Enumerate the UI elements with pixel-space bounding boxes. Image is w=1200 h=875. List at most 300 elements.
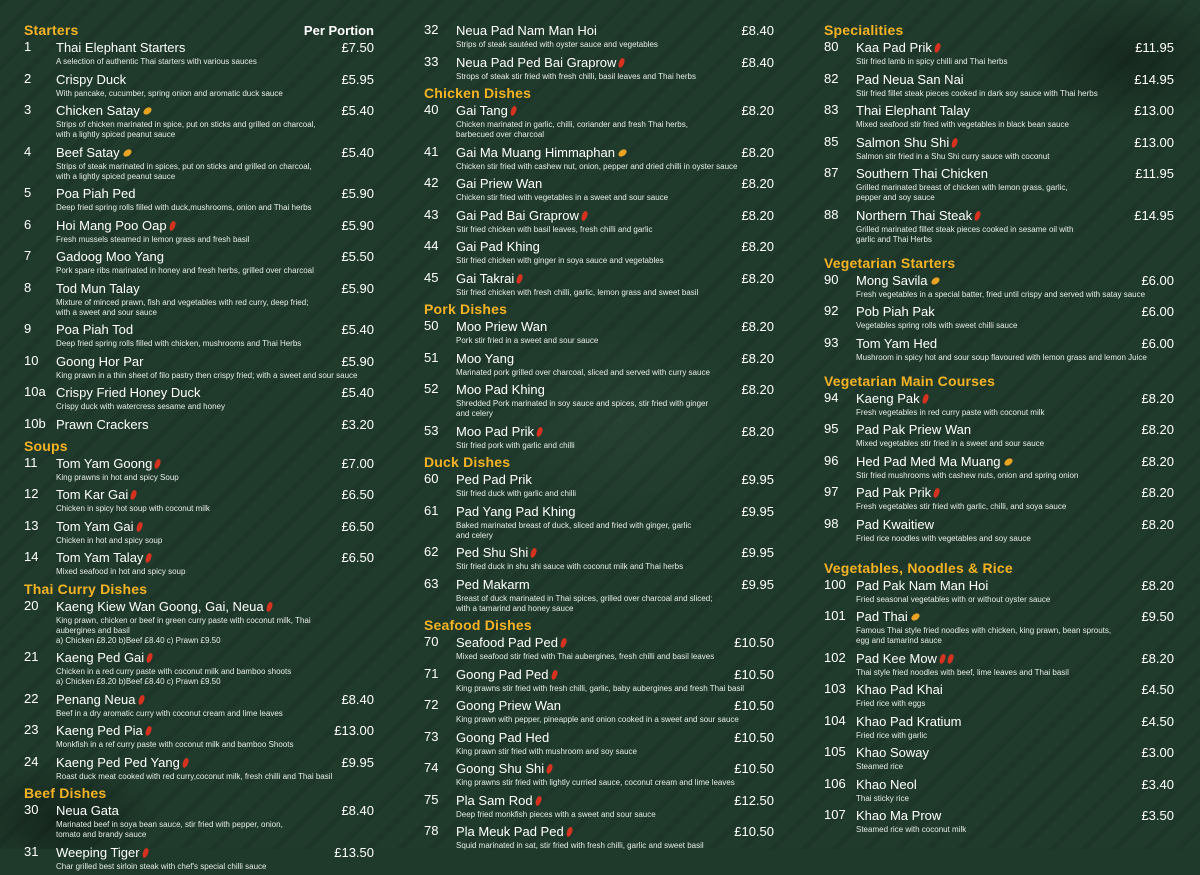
section-title: Specialities	[824, 22, 904, 38]
description-line: Baked marinated breast of duck, sliced and fried with ginger, garlic	[456, 520, 692, 530]
section-title: Seafood Dishes	[424, 617, 532, 633]
item-name: Tom Yam Goong	[56, 455, 153, 471]
item-name-row	[856, 776, 1174, 794]
item-name: Moo Priew Wan	[456, 319, 548, 334]
description-line: Strips of chicken marinated in spice, put on sticks and grilled on charcoal,	[56, 120, 316, 129]
item-name: Kaeng Ped Pia	[56, 723, 143, 738]
chili-icon	[535, 426, 543, 437]
section-header	[824, 373, 1174, 390]
item-number: 10	[24, 352, 39, 368]
item-number: 96	[824, 452, 839, 468]
item-name-row	[856, 421, 1174, 439]
item-number: 53	[424, 422, 439, 438]
menu-item	[24, 185, 374, 213]
item-description	[856, 225, 1174, 245]
chili-icon	[154, 458, 162, 469]
item-number: 3	[24, 102, 32, 117]
item-name: Crispy Fried Honey Duck	[56, 385, 201, 400]
item-name: Goong Hor Par	[56, 353, 144, 369]
item-name: Tom Yam Talay	[56, 550, 144, 565]
description-line: with a lightly spiced peanut sauce	[56, 130, 176, 139]
description-line: Fresh mussels steamed in lemon grass and fresh basil	[56, 234, 250, 244]
item-description	[456, 841, 774, 851]
item-name-row	[56, 598, 374, 616]
section-header	[424, 617, 774, 634]
description-line: King prawn with pepper, pineapple and onion cooked in a sweet and sour sauce	[456, 715, 739, 724]
menu-item	[24, 754, 374, 782]
description-line: a) Chicken £8.20 b)Beef £8.40 c) Prawn £9.50	[56, 635, 221, 645]
item-price: £14.95	[1134, 71, 1174, 87]
chili-icon	[974, 210, 982, 221]
item-name: Gai Priew Wan	[456, 176, 543, 191]
item-number: 97	[824, 484, 839, 499]
item-description	[856, 731, 1174, 741]
item-title	[56, 321, 133, 339]
item-name-row	[456, 544, 774, 562]
item-name-row	[856, 484, 1174, 502]
item-number: 52	[424, 381, 439, 396]
item-name: Seafood Pad Ped	[456, 635, 558, 650]
section-title: Soups	[24, 437, 68, 454]
item-description	[56, 820, 374, 840]
item-description	[456, 778, 774, 788]
item-name: Goong Shu Shi	[456, 761, 545, 776]
item-name: Gai Ma Muang Himmaphan	[456, 144, 615, 160]
item-title	[56, 754, 188, 772]
item-name-row	[56, 144, 374, 162]
menu-item	[24, 144, 374, 182]
description-line: Fried rice noodles with vegetables and soy sauce	[856, 533, 1031, 543]
item-name: Goong Pad Hed	[456, 729, 550, 745]
item-name: Pad Neua San Nai	[856, 71, 964, 87]
item-number: 45	[424, 269, 439, 285]
item-title	[456, 102, 516, 120]
item-price: £4.50	[1141, 682, 1174, 697]
menu-item	[424, 381, 774, 419]
section-header	[24, 785, 374, 802]
item-description	[56, 402, 374, 412]
description-line: King prawn in a thin sheet of filo pastry then crispy fried; with a sweet and sour sauce	[56, 370, 358, 380]
item-name-row	[56, 217, 374, 235]
menu-item	[424, 697, 774, 725]
menu-section	[824, 22, 1174, 245]
item-title	[456, 760, 552, 778]
chili-icon	[580, 210, 588, 221]
item-title	[56, 486, 136, 504]
item-name-row	[56, 691, 374, 709]
item-title	[456, 54, 624, 72]
item-number: 42	[424, 175, 439, 190]
item-name: Khao Pad Khai	[856, 682, 943, 697]
chili-icon	[534, 795, 542, 806]
item-name: Pad Kee Mow	[856, 650, 937, 666]
menu-section	[24, 785, 374, 872]
menu-section	[24, 438, 374, 578]
menu-item	[24, 217, 374, 245]
item-title	[856, 71, 964, 89]
item-name: Thai Elephant Starters	[56, 40, 186, 55]
menu-item	[424, 238, 774, 266]
description-line: barbecued over charcoal	[456, 130, 545, 139]
item-title	[456, 144, 627, 162]
menu-item	[24, 486, 374, 514]
item-name: Gai Takrai	[456, 270, 515, 286]
item-title	[56, 844, 148, 862]
item-description	[456, 256, 774, 266]
item-name: Moo Yang	[456, 350, 515, 366]
item-name-row	[56, 844, 374, 862]
menu-item	[424, 823, 774, 851]
item-name: Pad Yang Pad Khing	[456, 503, 576, 519]
chili-icon	[921, 393, 929, 404]
description-line: Stir fried mushrooms with cashew nuts, onion and spring onion	[856, 470, 1079, 480]
item-number: 8	[24, 279, 32, 295]
item-name: Kaeng Pak	[856, 390, 920, 406]
description-line: Fried seasonal vegetables with or without oyster sauce	[856, 594, 1051, 604]
chili-icon	[137, 694, 145, 705]
menu-section	[424, 22, 774, 82]
item-name-row	[56, 802, 374, 820]
item-name: Ped Pad Prik	[456, 472, 532, 487]
menu-item	[424, 175, 774, 203]
menu-item	[824, 776, 1174, 804]
item-price: £5.40	[341, 385, 374, 400]
item-number: 6	[24, 216, 32, 232]
menu-section	[424, 454, 774, 614]
description-line: King prawns stir fried with lightly curried sauce, coconut cream and lime leaves	[456, 778, 735, 787]
menu-item	[424, 760, 774, 788]
item-name: Tom Yam Hed	[856, 335, 938, 351]
item-price: £8.20	[1141, 390, 1174, 406]
item-name-row	[56, 248, 374, 266]
item-price: £11.95	[1135, 166, 1174, 181]
menu-column-2	[424, 22, 774, 855]
item-name-row	[456, 792, 774, 810]
item-name: Weeping Tiger	[56, 844, 140, 860]
item-description	[56, 772, 374, 782]
item-name: Kaeng Kiew Wan Goong, Gai, Neua	[56, 598, 264, 614]
item-name-row	[856, 807, 1174, 825]
item-name: Gai Pad Bai Graprow	[456, 207, 579, 223]
item-name: Ped Shu Shi	[456, 545, 529, 560]
item-title	[56, 722, 151, 740]
description-line: Thai style fried noodles with beef, lime leaves and Thai basil	[856, 667, 1069, 677]
menu-item	[824, 71, 1174, 99]
description-line: Grilled marinated fillet steak pieces cooked in sesame oil with	[856, 224, 1074, 234]
item-number: 74	[424, 760, 439, 775]
menu-section	[424, 301, 774, 451]
menu-item	[24, 518, 374, 546]
item-description	[456, 521, 774, 541]
item-name-row	[56, 754, 374, 772]
description-line: with a tamarind and honey sauce	[456, 603, 574, 613]
item-name: Thai Elephant Talay	[856, 103, 970, 118]
item-number: 82	[824, 70, 839, 86]
item-title	[56, 144, 132, 162]
description-line: aubergines and basil	[56, 625, 130, 635]
section-title: Thai Curry Dishes	[24, 580, 148, 597]
item-title	[856, 102, 970, 120]
item-price: £9.50	[1141, 609, 1174, 624]
menu-item	[824, 102, 1174, 130]
item-name: Khao Pad Kratium	[856, 713, 962, 729]
item-name-row	[856, 165, 1174, 183]
item-name-row	[856, 390, 1174, 408]
item-title	[456, 207, 587, 225]
item-title	[456, 175, 542, 193]
item-description	[56, 567, 374, 577]
menu-item	[24, 598, 374, 646]
item-number: 41	[424, 143, 439, 159]
menu-item	[824, 272, 1174, 300]
menu-item	[424, 270, 774, 298]
item-number: 106	[824, 775, 846, 791]
description-line: Steamed rice	[856, 762, 904, 771]
item-price: £8.20	[1141, 516, 1174, 532]
item-name: Kaeng Ped Ped Yang	[56, 754, 180, 770]
item-description	[456, 162, 774, 172]
peanut-icon	[142, 106, 153, 116]
item-name: Ped Makarm	[456, 576, 530, 592]
item-number: 44	[424, 238, 439, 253]
item-name-row	[456, 350, 774, 368]
item-description	[56, 266, 374, 276]
chili-icon	[546, 763, 554, 774]
item-title	[856, 421, 971, 439]
item-name: Neua Gata	[56, 803, 119, 818]
item-name-row	[456, 22, 774, 40]
item-description	[56, 162, 374, 182]
item-price: £5.40	[341, 144, 374, 160]
item-number: 98	[824, 515, 839, 531]
section-header	[424, 454, 774, 471]
description-line: Char grilled best sirloin steak with chef's special chilli sauce	[56, 861, 267, 871]
item-number: 101	[824, 608, 846, 623]
peanut-icon	[122, 147, 133, 157]
description-line: Stir fried duck with garlic and chilli	[456, 489, 577, 498]
item-description	[56, 120, 374, 140]
menu-item	[424, 318, 774, 346]
item-name: Kaa Pad Prik	[856, 40, 932, 55]
item-number: 30	[24, 802, 39, 817]
description-line: Roast duck meat cooked with red curry,coconut milk, fresh chilli and Thai basil	[56, 771, 333, 781]
description-line: Shredded Pork marinated in soy sauce and spices, stir fried with ginger	[456, 399, 709, 408]
item-name-row	[456, 270, 774, 288]
item-price: £14.95	[1134, 207, 1174, 223]
item-number: 75	[424, 791, 439, 807]
menu-item	[824, 650, 1174, 678]
menu-item	[24, 71, 374, 99]
item-name-row	[56, 384, 374, 402]
item-title	[456, 729, 549, 747]
item-title	[56, 455, 160, 473]
item-name: Neua Pad Nam Man Hoi	[456, 23, 597, 38]
menu-item	[24, 691, 374, 719]
item-description	[856, 502, 1174, 512]
item-title	[856, 650, 953, 668]
item-title	[856, 39, 940, 57]
item-name-row	[856, 335, 1174, 353]
description-line: With pancake, cucumber, spring onion and aromatic duck sauce	[56, 88, 283, 98]
item-number: 92	[824, 303, 839, 318]
menu-item	[24, 39, 374, 67]
item-price: £6.50	[341, 518, 374, 534]
item-name: Southern Thai Chicken	[856, 166, 989, 181]
item-name-row	[456, 318, 774, 336]
menu-section	[824, 373, 1174, 544]
item-name-row	[456, 666, 774, 684]
item-name: Mong Savila	[856, 272, 928, 288]
item-title	[856, 713, 962, 731]
item-number: 85	[824, 133, 839, 149]
item-description	[456, 336, 774, 346]
item-number: 83	[824, 102, 839, 117]
menu-section	[824, 255, 1174, 363]
item-description	[856, 699, 1174, 709]
description-line: Fresh vegetables stir fried with garlic, chilli, and soya sauce	[856, 502, 1067, 511]
item-description	[56, 504, 374, 514]
peanut-icon	[930, 275, 941, 285]
menu-item	[24, 722, 374, 750]
item-price: £3.00	[1141, 745, 1174, 760]
item-name: Penang Neua	[56, 691, 136, 707]
item-name-row	[856, 608, 1174, 626]
description-line: Fresh vegetables in a special batter, fried until crispy and served with satay sauce	[856, 289, 1146, 299]
item-name: Khao Neol	[856, 776, 917, 792]
item-number: 87	[824, 165, 839, 180]
menu-item	[824, 744, 1174, 772]
item-name: Goong Priew Wan	[456, 698, 562, 713]
item-description	[56, 235, 374, 245]
chili-icon	[145, 552, 153, 563]
description-line: King prawns in hot and spicy Soup	[56, 472, 179, 482]
chili-icon	[168, 220, 176, 231]
item-title	[456, 318, 547, 336]
chili-icon	[559, 637, 567, 648]
item-name: Goong Pad Ped	[456, 666, 549, 682]
item-number: 103	[824, 681, 846, 696]
description-line: Mixed vegetables stir fried in a sweet and sour sauce	[856, 439, 1045, 448]
menu-item	[424, 423, 774, 451]
description-line: Deep fried spring rolls filled with chicken, mushrooms and Thai Herbs	[56, 339, 302, 348]
item-name: Salmon Shu Shi	[856, 134, 950, 150]
description-line: Mixed seafood stir fried with vegetables in black bean sauce	[856, 120, 1070, 129]
item-price: £10.50	[734, 761, 774, 776]
description-line: Thai sticky rice	[856, 793, 909, 803]
item-name: Moo Pad Khing	[456, 382, 545, 397]
item-number: 43	[424, 206, 439, 222]
chili-icon	[144, 725, 152, 736]
item-description	[456, 193, 774, 203]
item-name: Northern Thai Steak	[856, 207, 973, 223]
menu-item	[424, 22, 774, 50]
item-number: 2	[24, 70, 32, 86]
item-name-row	[456, 381, 774, 399]
item-name-row	[856, 681, 1174, 699]
section-note: Per Portion	[303, 23, 374, 38]
peanut-icon	[617, 147, 628, 157]
description-line: and celery	[456, 530, 493, 540]
item-name-row	[56, 321, 374, 339]
item-description	[56, 89, 374, 99]
item-price: £5.90	[341, 280, 374, 296]
item-description	[456, 441, 774, 451]
item-name: Pad Pak Prik	[856, 485, 932, 500]
description-line: tomato and brandy sauce	[56, 830, 147, 839]
item-name-row	[56, 102, 374, 120]
item-price: £8.20	[741, 239, 774, 254]
item-number: 32	[424, 22, 439, 37]
item-title	[56, 691, 144, 709]
description-line: Chicken marinated in garlic, chilli, coriander and fresh Thai herbs,	[456, 120, 688, 129]
item-name-row	[56, 416, 374, 434]
description-line: Grilled marinated breast of chicken with lemon grass, garlic,	[856, 183, 1068, 192]
item-price: £8.20	[1141, 650, 1174, 666]
item-number: 62	[424, 544, 439, 559]
item-number: 4	[24, 143, 32, 159]
item-price: £5.90	[341, 353, 374, 369]
item-description	[56, 709, 374, 719]
item-description	[456, 489, 774, 499]
menu-section	[24, 581, 374, 782]
item-description	[56, 536, 374, 546]
item-description	[56, 862, 374, 872]
item-description	[456, 368, 774, 378]
item-description	[856, 762, 1174, 772]
item-number: 107	[824, 807, 846, 822]
item-description	[56, 298, 374, 318]
section-header	[824, 22, 1174, 39]
item-description	[856, 471, 1174, 481]
section-header	[824, 560, 1174, 577]
peanut-icon	[1003, 456, 1014, 466]
item-title	[56, 598, 272, 616]
item-name-row	[56, 549, 374, 567]
item-description	[856, 408, 1174, 418]
description-line: a) Chicken £8.20 b)Beef £8.40 c) Prawn £9.50	[56, 677, 221, 686]
item-name: Poa Piah Ped	[56, 186, 136, 201]
item-number: 51	[424, 349, 439, 365]
item-price: £8.20	[741, 319, 774, 334]
item-number: 60	[424, 471, 439, 486]
item-name: Neua Pad Ped Bai Graprow	[456, 54, 617, 70]
item-title	[456, 270, 522, 288]
item-title	[56, 280, 140, 298]
item-price: £6.00	[1141, 304, 1174, 319]
item-price: £10.50	[734, 729, 774, 745]
item-name-row	[856, 650, 1174, 668]
item-name-row	[456, 102, 774, 120]
item-description	[856, 321, 1174, 331]
item-description	[56, 616, 374, 646]
item-description	[456, 399, 774, 419]
item-title	[56, 248, 164, 266]
item-name: Gai Pad Khing	[456, 239, 540, 254]
section-header	[24, 438, 374, 455]
item-price: £13.00	[334, 723, 374, 738]
item-price: £10.50	[734, 635, 774, 650]
item-title	[56, 802, 119, 820]
section-title: Duck Dishes	[424, 454, 511, 470]
description-line: Mixed seafood stir fried with Thai aubergines, fresh chilli and basil leaves	[456, 652, 715, 661]
menu-item	[424, 544, 774, 572]
item-title	[856, 453, 1013, 471]
menu-item	[424, 666, 774, 694]
item-price: £3.50	[1141, 808, 1174, 823]
item-price: £6.50	[341, 487, 374, 502]
item-title	[856, 335, 937, 353]
description-line: King prawns stir fried with fresh chilli, garlic, baby aubergines and fresh Thai basil	[456, 683, 744, 693]
